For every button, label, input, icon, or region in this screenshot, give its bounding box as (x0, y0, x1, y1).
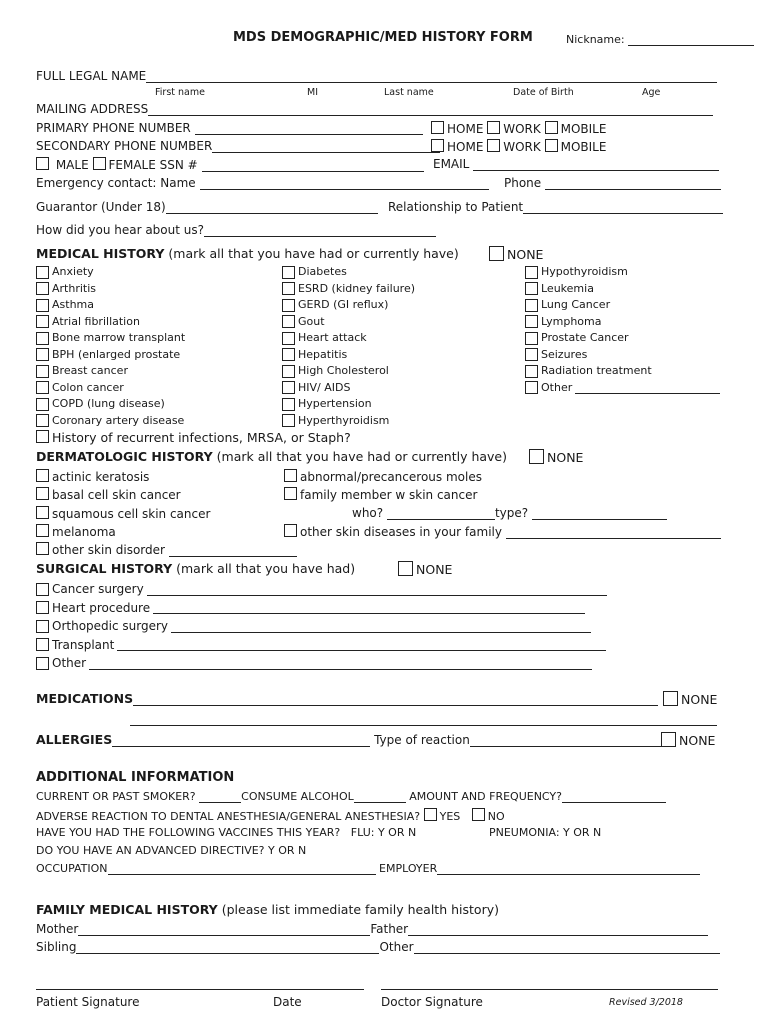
checkbox[interactable] (525, 282, 538, 295)
nickname-field[interactable] (628, 33, 754, 46)
list-item (36, 297, 185, 314)
checkbox[interactable] (36, 638, 49, 651)
item-label: Atrial fibrillation (52, 314, 140, 328)
family-other-field[interactable] (506, 526, 721, 539)
list-item (525, 363, 720, 380)
item-label: Hypothyroidism (541, 265, 628, 278)
list-item (282, 347, 415, 364)
medical-history-heading: MEDICAL HISTORY (mark all that you have had or currently have) (36, 246, 459, 261)
hear-about-field[interactable] (204, 224, 436, 237)
item-label: Heart attack (298, 331, 367, 344)
surgical-item (36, 617, 607, 636)
medical-none-checkbox[interactable] (489, 246, 504, 261)
mailing-address-row: MAILING ADDRESS (36, 102, 713, 116)
list-item (282, 413, 415, 430)
item-label: Other (541, 380, 573, 394)
medications-row: MEDICATIONS (36, 691, 658, 706)
item-label: Hyperthyroidism (298, 413, 390, 427)
male-checkbox[interactable] (36, 157, 49, 170)
medications-line-2 (130, 712, 717, 726)
sibling-row: Sibling Other (36, 940, 720, 954)
surgical-item (36, 654, 607, 673)
full-legal-name-label: FULL LEGAL NAME (36, 69, 147, 83)
derm-other: other skin disorder (36, 542, 297, 557)
checkbox[interactable] (36, 601, 49, 614)
list-item (282, 330, 415, 347)
medical-none: NONE (489, 246, 543, 262)
item-label: Breast cancer (52, 364, 128, 377)
list-item (525, 330, 720, 347)
patient-sig-line (36, 976, 364, 990)
item-label: Prostate Cancer (541, 331, 629, 344)
female-checkbox[interactable] (93, 157, 106, 170)
item-label: Lung Cancer (541, 298, 611, 311)
surgical-item (36, 636, 607, 655)
list-item (282, 380, 415, 397)
ssn-field[interactable] (202, 159, 424, 172)
derm-family: family member w skin cancer (284, 487, 477, 502)
secondary-phone-type: HOME WORK MOBILE (431, 139, 606, 154)
checkbox[interactable] (36, 542, 49, 555)
derm-family-other: other skin diseases in your family (284, 524, 721, 539)
home-checkbox[interactable] (431, 121, 444, 134)
list-item (525, 380, 720, 397)
last-name-sublabel: Last name (384, 87, 434, 98)
medical-col1 (36, 264, 185, 429)
checkbox[interactable] (525, 332, 538, 345)
item-label: Colon cancer (52, 380, 124, 394)
checkbox[interactable] (36, 583, 49, 596)
primary-phone-type: HOME WORK MOBILE (431, 121, 606, 136)
list-item (525, 347, 720, 364)
checkbox[interactable] (36, 381, 49, 394)
checkbox[interactable] (36, 487, 49, 500)
checkbox[interactable] (282, 365, 295, 378)
pneumonia-answer[interactable]: PNEUMONIA: Y OR N (489, 826, 602, 839)
recurrent-checkbox[interactable] (36, 430, 49, 443)
item-label: Coronary artery disease (52, 413, 185, 427)
dob-sublabel: Date of Birth (513, 87, 574, 98)
secondary-phone-field[interactable] (212, 140, 440, 153)
surgical-field[interactable] (117, 638, 606, 651)
checkbox[interactable] (282, 398, 295, 411)
form-title: MDS DEMOGRAPHIC/MED HISTORY FORM (233, 30, 533, 45)
patient-signature-label: Patient Signature (36, 995, 140, 1009)
item-label: Anxiety (52, 265, 94, 278)
smoker-row: CURRENT OR PAST SMOKER? CONSUME ALCOHOL AMOUNT AND FREQUENCY? (36, 790, 666, 803)
derm-none: NONE (529, 449, 583, 465)
surgical-list (36, 580, 607, 673)
derm-none-checkbox[interactable] (529, 449, 544, 464)
checkbox[interactable] (525, 381, 538, 394)
occupation-field[interactable] (108, 862, 376, 875)
no-checkbox[interactable] (472, 808, 485, 821)
employer-field[interactable] (437, 862, 700, 875)
doctor-signature-field[interactable] (381, 977, 718, 990)
home-checkbox[interactable] (431, 139, 444, 152)
work-checkbox[interactable] (487, 139, 500, 152)
emergency-phone-field[interactable] (545, 177, 721, 190)
item-label: Radiation treatment (541, 364, 652, 377)
checkbox[interactable] (282, 282, 295, 295)
list-item (525, 281, 720, 298)
checkbox[interactable] (36, 348, 49, 361)
email-field[interactable] (473, 158, 719, 171)
checkbox[interactable] (282, 299, 295, 312)
checkbox[interactable] (36, 657, 49, 670)
item-label: Hepatitis (298, 347, 348, 361)
primary-phone-field[interactable] (195, 122, 423, 135)
derm-heading: DERMATOLOGIC HISTORY (mark all that you have had or currently have) (36, 449, 507, 464)
directive-row[interactable]: DO YOU HAVE AN ADVANCED DIRECTIVE? Y OR N (36, 844, 307, 857)
surgical-field[interactable] (89, 657, 592, 670)
item-label: GERD (GI reflux) (298, 298, 389, 311)
checkbox[interactable] (525, 266, 538, 279)
guarantor-field[interactable] (166, 201, 378, 214)
item-label: Bone marrow transplant (52, 331, 186, 344)
checkbox[interactable] (525, 365, 538, 378)
item-label: Arthritis (52, 281, 97, 295)
first-name-sublabel: First name (155, 87, 205, 98)
alcohol-field[interactable] (354, 790, 406, 803)
surgical-field[interactable] (153, 601, 585, 614)
adverse-row: ADVERSE REACTION TO DENTAL ANESTHESIA/GENERAL ANESTHESIA? YES NO (36, 810, 505, 823)
checkbox[interactable] (525, 348, 538, 361)
derm-basal: basal cell skin cancer (36, 487, 181, 502)
emergency-phone-row: Phone (504, 176, 721, 190)
mobile-checkbox[interactable] (545, 139, 558, 152)
checkbox[interactable] (36, 524, 49, 537)
work-checkbox[interactable] (487, 121, 500, 134)
item-label: ESRD (kidney failure) (298, 281, 416, 295)
checkbox[interactable] (282, 266, 295, 279)
list-item (36, 413, 185, 430)
type-field[interactable] (532, 507, 667, 520)
item-label: Leukemia (541, 281, 594, 295)
sex-ssn-row: MALE FEMALE SSN # (36, 157, 424, 172)
checkbox[interactable] (36, 469, 49, 482)
checkbox[interactable] (282, 332, 295, 345)
item-label: HIV/ AIDS (298, 380, 351, 394)
mother-row: Mother Father (36, 922, 708, 936)
mi-sublabel: MI (307, 87, 318, 98)
checkbox[interactable] (282, 381, 295, 394)
checkbox[interactable] (525, 315, 538, 328)
allergies-field[interactable] (112, 734, 370, 747)
list-item (36, 281, 185, 298)
item-label: Heart procedure (52, 600, 151, 615)
derm-actinic: actinic keratosis (36, 469, 149, 484)
list-item (36, 264, 185, 281)
full-legal-name-row (36, 69, 717, 83)
derm-moles: abnormal/precancerous moles (284, 469, 482, 484)
medical-col3 (525, 264, 720, 396)
list-item (525, 314, 720, 331)
medications-field[interactable] (133, 693, 658, 706)
checkbox[interactable] (284, 524, 297, 537)
surgical-field[interactable] (171, 620, 591, 633)
vaccines-row: HAVE YOU HAD THE FOLLOWING VACCINES THIS YEAR? FLU: Y OR N (36, 826, 417, 839)
checkbox[interactable] (282, 414, 295, 427)
checkbox[interactable] (36, 506, 49, 519)
smoker-field[interactable] (199, 790, 241, 803)
yes-checkbox[interactable] (424, 808, 437, 821)
checkbox[interactable] (36, 365, 49, 378)
checkbox[interactable] (36, 266, 49, 279)
item-label: Gout (298, 314, 325, 328)
relationship-field[interactable] (523, 201, 723, 214)
list-item (36, 380, 185, 397)
derm-who-type: who? type? (352, 506, 667, 520)
list-item (282, 396, 415, 413)
father-field[interactable] (408, 923, 708, 936)
age-sublabel: Age (642, 87, 661, 98)
revised-label: Revised 3/2018 (609, 997, 683, 1008)
checkbox[interactable] (284, 487, 297, 500)
list-item (282, 314, 415, 331)
relationship-row: Relationship to Patient (388, 200, 723, 214)
other-field[interactable] (414, 941, 720, 954)
doctor-sig-line (381, 976, 718, 990)
list-item (282, 281, 415, 298)
item-label: Lymphoma (541, 314, 602, 328)
list-item (282, 297, 415, 314)
checkbox[interactable] (36, 299, 49, 312)
reaction-field[interactable] (470, 734, 666, 747)
item-label: Seizures (541, 347, 588, 361)
who-field[interactable] (387, 507, 495, 520)
medical-col2 (282, 264, 415, 429)
list-item (36, 330, 185, 347)
list-item (36, 347, 185, 364)
hear-about-row: How did you hear about us? (36, 223, 436, 237)
medications-none-checkbox[interactable] (663, 691, 678, 706)
sibling-field[interactable] (76, 941, 379, 954)
checkbox[interactable] (36, 332, 49, 345)
checkbox[interactable] (36, 315, 49, 328)
other-field[interactable] (575, 381, 720, 394)
checkbox[interactable] (36, 282, 49, 295)
surgical-field[interactable] (147, 583, 607, 596)
patient-signature-field[interactable] (36, 977, 364, 990)
surgical-item (36, 599, 607, 618)
allergies-row: ALLERGIES Type of reaction (36, 732, 666, 747)
surgical-heading: SURGICAL HISTORY (mark all that you have had) (36, 561, 356, 576)
email-row: EMAIL (433, 157, 719, 171)
item-label: Hypertension (298, 397, 372, 410)
item-label: Asthma (52, 298, 94, 311)
emergency-name-field[interactable] (200, 177, 489, 190)
amount-field[interactable] (562, 790, 666, 803)
checkbox[interactable] (36, 398, 49, 411)
derm-other-field[interactable] (169, 544, 297, 557)
nickname-label: Nickname: (566, 33, 754, 46)
guarantor-row: Guarantor (Under 18) (36, 200, 378, 214)
additional-heading: ADDITIONAL INFORMATION (36, 770, 235, 785)
item-label: BPH (enlarged prostate (52, 347, 181, 361)
item-label: Transplant (52, 637, 115, 652)
secondary-phone-row: SECONDARY PHONE NUMBER (36, 139, 440, 153)
item-label: Cancer surgery (52, 582, 144, 596)
list-item (525, 297, 720, 314)
date-label: Date (273, 995, 302, 1009)
allergies-none-checkbox[interactable] (661, 732, 676, 747)
derm-squamous: squamous cell skin cancer (36, 506, 210, 521)
item-label: COPD (lung disease) (52, 397, 165, 410)
mailing-address-field[interactable] (148, 103, 713, 116)
checkbox[interactable] (36, 414, 49, 427)
full-legal-name-field[interactable] (146, 70, 717, 83)
item-label: Other (52, 656, 87, 670)
checkbox[interactable] (282, 315, 295, 328)
list-item (36, 314, 185, 331)
item-label: Orthopedic surgery (52, 619, 169, 633)
list-item (525, 264, 720, 281)
surgical-item (36, 580, 607, 599)
medications-none: NONE (663, 691, 717, 707)
surgical-none-checkbox[interactable] (398, 561, 413, 576)
surgical-none: NONE (398, 561, 452, 577)
item-label: Diabetes (298, 265, 347, 278)
checkbox[interactable] (284, 469, 297, 482)
flu-answer[interactable]: FLU: Y OR N (350, 826, 417, 839)
mother-field[interactable] (78, 923, 370, 936)
checkbox[interactable] (36, 620, 49, 633)
occupation-row: OCCUPATION EMPLOYER (36, 862, 700, 875)
mobile-checkbox[interactable] (545, 121, 558, 134)
checkbox[interactable] (525, 299, 538, 312)
list-item (282, 264, 415, 281)
derm-melanoma: melanoma (36, 524, 116, 539)
family-heading: FAMILY MEDICAL HISTORY (please list immediate family health history) (36, 902, 499, 917)
allergies-none: NONE (661, 732, 715, 748)
doctor-signature-label: Doctor Signature (381, 995, 483, 1009)
item-label: High Cholesterol (298, 364, 389, 377)
list-item (36, 363, 185, 380)
medications-field-2[interactable] (130, 713, 717, 726)
emergency-row: Emergency contact: Name (36, 176, 489, 190)
recurrent-infections: History of recurrent infections, MRSA, or Staph? (36, 430, 351, 445)
list-item (36, 396, 185, 413)
primary-phone-row: PRIMARY PHONE NUMBER (36, 121, 423, 135)
checkbox[interactable] (282, 348, 295, 361)
list-item (282, 363, 415, 380)
